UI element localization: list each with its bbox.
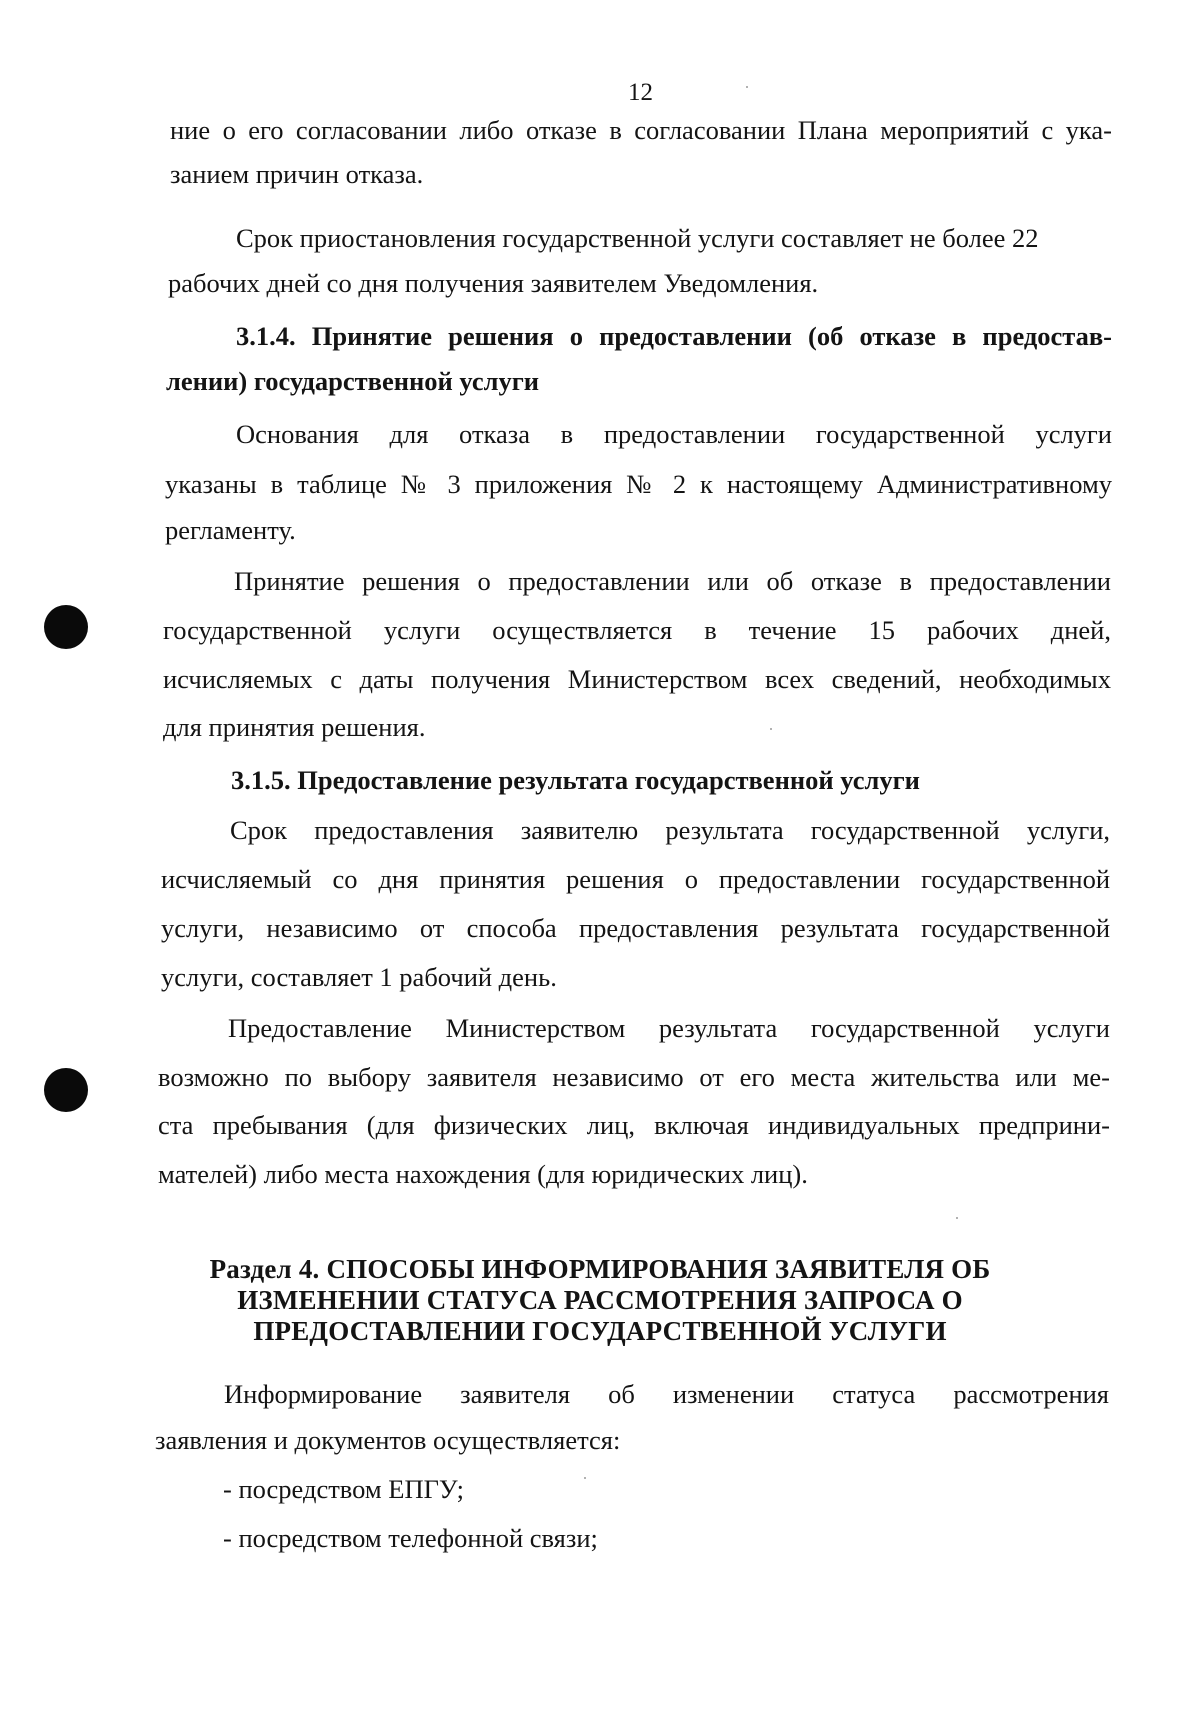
text-line: исчисляемых с даты получения Министерством всех сведений, необходимых [163, 664, 1111, 694]
text-line: указаны в таблице № 3 приложения № 2 к настоящему Административному [165, 469, 1112, 499]
text-line: мателей) либо места нахождения (для юридических лиц). [158, 1159, 808, 1189]
text-line: Основания для отказа в предоставлении государственной услуги [236, 419, 1112, 449]
list-item: - посредством ЕПГУ; [223, 1474, 465, 1504]
text-line: ние о его согласовании либо отказе в согласовании Плана мероприятий с ука- [170, 115, 1112, 145]
text-line: услуги, независимо от способа предоставления результата государственной [161, 913, 1110, 943]
text-line: ста пребывания (для физических лиц, включая индивидуальных предприни- [158, 1110, 1110, 1140]
section-heading: Раздел 4. СПОСОБЫ ИНФОРМИРОВАНИЯ ЗАЯВИТЕЛЯ ОБ [209, 1254, 991, 1284]
list-item: - посредством телефонной связи; [223, 1523, 598, 1553]
text-line: Срок предоставления заявителю результата государственной услуги, [230, 815, 1110, 845]
text-line: возможно по выбору заявителя независимо от его места жительства или ме- [158, 1062, 1110, 1092]
text-line: услуги, составляет 1 рабочий день. [161, 962, 557, 992]
text-line: регламенту. [165, 515, 296, 545]
text-line: Информирование заявителя об изменении статуса рассмотрения [224, 1379, 1109, 1409]
text-line: рабочих дней со дня получения заявителем Уведомления. [168, 268, 819, 298]
text-line: исчисляемый со дня принятия решения о предоставлении государственной [161, 864, 1110, 894]
text-line: для принятия решения. [163, 712, 426, 742]
scan-speck [746, 86, 748, 88]
text-line: Срок приостановления государственной услуги составляет не более 22 [236, 223, 1039, 253]
scan-speck [770, 728, 772, 730]
section-heading: ПРЕДОСТАВЛЕНИИ ГОСУДАРСТВЕННОЙ УСЛУГИ [253, 1316, 947, 1346]
text-line: Принятие решения о предоставлении или об отказе в предоставлении [234, 566, 1111, 596]
scan-speck [956, 1217, 958, 1219]
subsection-heading: лении) государственной услуги [166, 366, 540, 396]
section-heading: ИЗМЕНЕНИИ СТАТУСА РАССМОТРЕНИЯ ЗАПРОСА О [237, 1285, 963, 1315]
text-line: занием причин отказа. [170, 159, 424, 189]
text-line: Предоставление Министерством результата государственной услуги [228, 1013, 1110, 1043]
page-number: 12 [628, 79, 653, 106]
scan-speck [584, 1477, 586, 1479]
punch-hole-mark [44, 1068, 88, 1112]
subsection-heading: 3.1.5. Предоставление результата государственной услуги [231, 765, 920, 795]
text-line: государственной услуги осуществляется в течение 15 рабочих дней, [163, 615, 1111, 645]
punch-hole-mark [44, 605, 88, 649]
subsection-heading: 3.1.4. Принятие решения о предоставлении (об отказе в предостав- [236, 321, 1112, 351]
text-line: заявления и документов осуществляется: [155, 1425, 621, 1455]
